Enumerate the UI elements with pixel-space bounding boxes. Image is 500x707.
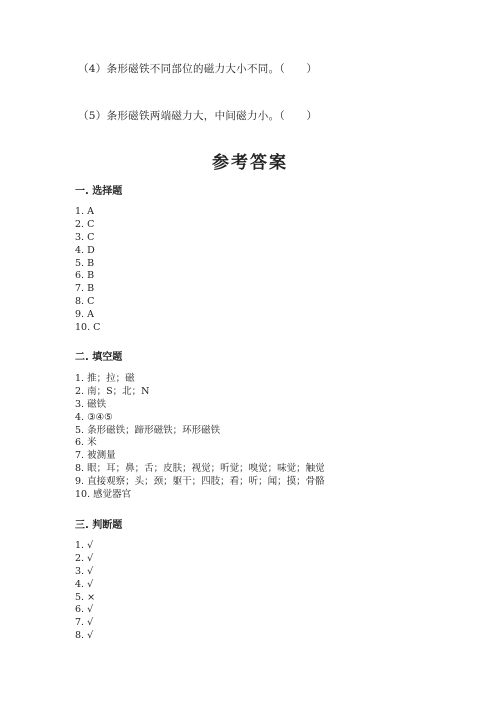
list-item: 6. B xyxy=(75,270,95,282)
section-heading-choice: 一. 选择题 xyxy=(75,186,123,197)
list-item: 2. √ xyxy=(75,552,94,564)
list-item: 5. 条形磁铁；蹄形磁铁；环形磁铁 xyxy=(75,424,221,436)
list-item: 2. C xyxy=(75,218,95,230)
fill-answer-list xyxy=(75,373,325,502)
list-item: 9. 直接观察；头；颈；躯干；四肢；看；听；闻；摸；骨骼 xyxy=(75,476,325,488)
question-5: （5）条形磁铁两端磁力大，中间磁力小。（ ） xyxy=(78,110,318,122)
list-item: 9. A xyxy=(75,309,94,321)
list-item: 7. B xyxy=(75,283,95,295)
list-item: 4. ③④⑤ xyxy=(75,411,113,423)
choice-answer-list xyxy=(75,206,100,335)
list-item: 5. × xyxy=(75,591,96,603)
list-item: 3. C xyxy=(75,231,95,243)
list-item: 1. 推；拉；磁 xyxy=(75,373,135,384)
list-item: 3. √ xyxy=(75,565,94,577)
section-heading-judge: 三. 判断题 xyxy=(75,520,123,531)
list-item: 6. 米 xyxy=(75,437,97,449)
list-item: 4. √ xyxy=(75,578,94,590)
question-4: （4）条形磁铁不同部位的磁力大小不同。（ ） xyxy=(78,63,318,75)
list-item: 7. 被测量 xyxy=(75,450,116,462)
section-heading-fill: 二. 填空题 xyxy=(75,352,123,363)
list-item: 8. √ xyxy=(75,630,94,642)
answer-key-title: 参考答案 xyxy=(212,153,288,173)
list-item: 1. √ xyxy=(75,540,94,551)
list-item: 6. √ xyxy=(75,604,94,616)
list-item: 8. C xyxy=(75,296,95,308)
list-item: 10. 感觉器官 xyxy=(75,489,132,501)
list-item: 10. C xyxy=(75,322,101,334)
list-item: 5. B xyxy=(75,257,95,269)
list-item: 7. √ xyxy=(75,617,94,629)
list-item: 8. 眼；耳；鼻；舌；皮肤；视觉；听觉；嗅觉；味觉；触觉 xyxy=(75,463,325,475)
list-item: 4. D xyxy=(75,244,95,256)
list-item: 3. 磁铁 xyxy=(75,398,107,410)
list-item: 1. A xyxy=(75,206,94,217)
list-item: 2. 南；S；北；N xyxy=(75,385,150,397)
judge-answer-list xyxy=(75,540,95,643)
